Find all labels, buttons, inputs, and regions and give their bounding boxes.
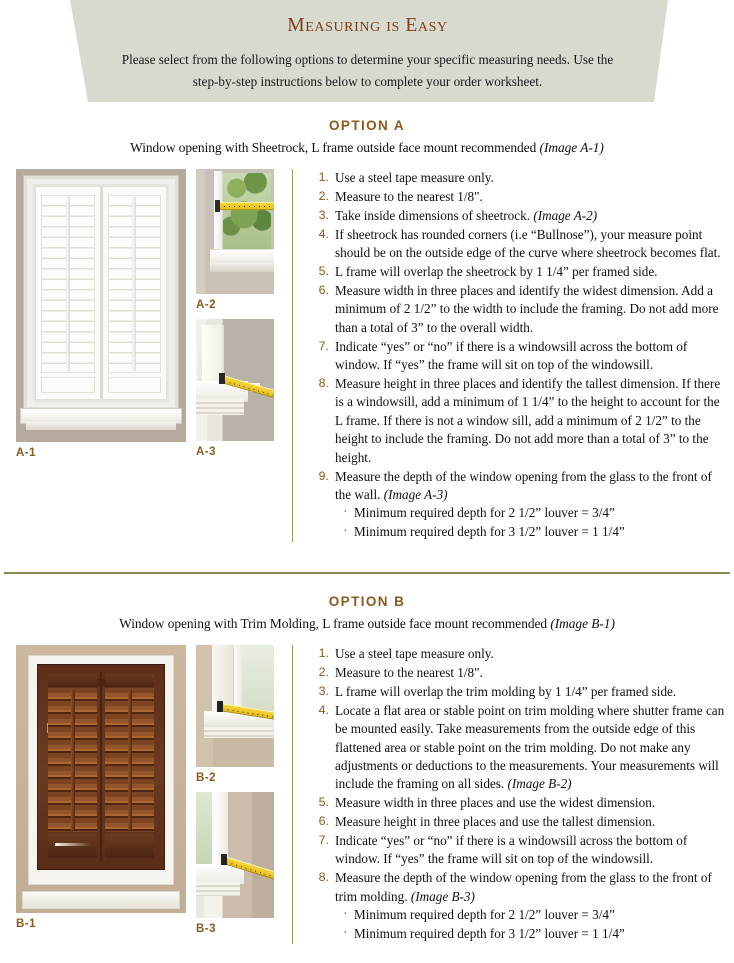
- image-b2-caption: B-2: [196, 772, 217, 784]
- page-title: Measuring is Easy: [287, 15, 448, 36]
- step-item: [309, 813, 730, 831]
- option-b-vertical-divider: [292, 645, 293, 944]
- image-b2-photo: [196, 645, 274, 767]
- option-a-vertical-divider: [292, 169, 293, 542]
- step-item: [309, 832, 730, 869]
- option-b-image-column: [16, 645, 288, 944]
- step-item: [309, 683, 730, 701]
- step-number: 6.: [318, 814, 329, 829]
- option-a-steps-list: [309, 169, 734, 542]
- step-item: [309, 664, 730, 682]
- step-text: Measure height in three places and use the tallest dimension.: [335, 814, 656, 830]
- step-number: 1.: [318, 646, 329, 660]
- header-banner: [0, 0, 734, 102]
- option-b-description: [0, 616, 734, 632]
- step-item: [309, 169, 730, 187]
- option-b-body: [0, 645, 734, 944]
- step-number: 5.: [318, 264, 329, 279]
- step-number: 2.: [318, 188, 329, 203]
- step-item: [309, 645, 730, 663]
- option-a-image-reference: (Image A-1): [539, 140, 604, 155]
- step-item: [309, 869, 730, 943]
- option-a-side-images: [196, 169, 274, 542]
- step-item: [309, 468, 730, 542]
- step-number: 2.: [318, 664, 329, 679]
- image-b3-photo: [196, 792, 274, 918]
- step-item: [309, 188, 730, 206]
- step-text: Measure the depth of the window opening from the glass to the front of the wall.: [335, 468, 712, 502]
- step-image-reference: (Image B-2): [507, 776, 572, 792]
- step-number: 8.: [318, 870, 329, 885]
- option-a-body: [0, 169, 734, 542]
- step-number: 4.: [318, 226, 329, 241]
- step-text: Take inside dimensions of sheetrock.: [335, 207, 534, 223]
- step-sublist-item: · Minimum required depth for 3 1/2” louver = 1 1/4”: [343, 925, 730, 944]
- image-b1-caption: B-1: [16, 918, 37, 930]
- step-text: Measure height in three places and identify the tallest dimension. If there is a windowsill, add a minimum of 1 1/4” to the height to account for the L frame. If there is not a window sill, add a minimum of 2 1/2” to the height to include the framing. Do not add more than a total of 3” to the height.: [335, 375, 721, 465]
- image-b3-wrapper: [196, 792, 274, 935]
- step-text: Measure width in three places and use the widest dimension.: [335, 795, 656, 811]
- step-text: L frame will overlap the trim molding by 1 1/4” per framed side.: [335, 683, 677, 699]
- step-text: Locate a flat area or stable point on trim molding where shutter frame can be mounted easily. Take measurements from the outside edge of this flattened area or stable point on the trim molding. Do not make any adjustments or deductions to the measurements. Your measurements will include the framing on all sides.: [335, 702, 725, 792]
- image-b1-photo: [16, 645, 186, 913]
- image-a1-caption: A-1: [16, 447, 37, 459]
- section-option-a: [0, 118, 734, 542]
- step-number: 7.: [318, 833, 329, 848]
- image-b1-wrapper: [16, 645, 186, 944]
- step-text: Use a steel tape measure only.: [335, 170, 494, 185]
- page-subtitle: Please select from the following options to determine your specific measuring needs. Use the step-by-step instructions below to complete your order worksheet.: [121, 52, 614, 89]
- step-number: 3.: [318, 683, 329, 698]
- option-a-description-text: Window opening with Sheetrock, L frame outside face mount recommended: [130, 140, 537, 155]
- step-text: Indicate “yes” or “no” if there is a windowsill across the bottom of window. If “yes” the frame will sit on top of the windowsill.: [335, 338, 688, 373]
- image-a3-caption: A-3: [196, 446, 217, 458]
- image-a2-wrapper: [196, 169, 274, 311]
- step-number: 5.: [318, 795, 329, 810]
- step-number: 4.: [318, 702, 329, 717]
- option-b-steps-list: [309, 645, 734, 944]
- option-b-image-reference: (Image B-1): [550, 616, 615, 631]
- step-item: [309, 226, 730, 263]
- step-item: [309, 282, 730, 337]
- step-text: Indicate “yes” or “no” if there is a windowsill across the bottom of window. If “yes” the frame will sit on top of the windowsill.: [335, 833, 688, 867]
- step-item: [309, 338, 730, 375]
- section-option-b: [0, 594, 734, 944]
- step-image-reference: (Image A-2): [533, 207, 598, 223]
- option-a-description: [0, 140, 734, 156]
- step-item: [309, 794, 730, 812]
- step-text: Use a steel tape measure only.: [335, 646, 494, 661]
- image-a2-caption: A-2: [196, 299, 217, 311]
- step-item: [309, 702, 730, 794]
- step-number: 3.: [318, 207, 329, 222]
- step-text: L frame will overlap the sheetrock by 1 1/4” per framed side.: [335, 264, 658, 280]
- image-b2-wrapper: [196, 645, 274, 784]
- image-a1-photo: [16, 169, 186, 442]
- step-text: Measure to the nearest 1/8".: [335, 188, 483, 204]
- image-b3-caption: B-3: [196, 923, 217, 935]
- section-divider-rule: [4, 572, 730, 574]
- step-number: 7.: [318, 338, 329, 353]
- step-number: 9.: [318, 468, 329, 483]
- step-number: 8.: [318, 375, 329, 390]
- image-a3-photo: [196, 319, 274, 441]
- step-image-reference: (Image B-3): [410, 888, 475, 904]
- step-text: Measure to the nearest 1/8".: [335, 664, 483, 680]
- image-a1-wrapper: [16, 169, 186, 542]
- image-a2-photo: [196, 169, 274, 294]
- step-number: 1.: [318, 170, 329, 184]
- option-a-label: OPTION A: [329, 118, 405, 133]
- option-b-description-text: Window opening with Trim Molding, L frame outside face mount recommended: [119, 616, 548, 631]
- option-b-label: OPTION B: [328, 594, 406, 609]
- step-sublist-item: · Minimum required depth for 3 1/2” louver = 1 1/4”: [343, 523, 730, 542]
- step-image-reference: (Image A-3): [383, 486, 448, 502]
- step-item: [309, 263, 730, 281]
- step-number: 6.: [318, 282, 329, 297]
- step-sublist: [335, 504, 730, 541]
- image-a3-wrapper: [196, 319, 274, 458]
- step-sublist: [335, 906, 730, 943]
- step-text: Measure width in three places and identify the widest dimension. Add a minimum of 2 1/2” to the width to include the framing. Do not add more than a total of 3” to the overall width.: [335, 282, 719, 335]
- step-text: If sheetrock has rounded corners (i.e “Bullnose”), your measure point should be on the outside edge of the curve where sheetrock becomes flat.: [335, 226, 721, 261]
- option-a-image-column: [16, 169, 288, 542]
- step-text: Measure the depth of the window opening from the glass to the front of trim molding.: [335, 870, 712, 904]
- step-item: [309, 375, 730, 467]
- step-sublist-item: · Minimum required depth for 2 1/2” louver = 3/4”: [343, 906, 730, 925]
- step-sublist-item: · Minimum required depth for 2 1/2” louver = 3/4”: [343, 504, 730, 523]
- step-item: [309, 207, 730, 225]
- option-b-side-images: [196, 645, 274, 944]
